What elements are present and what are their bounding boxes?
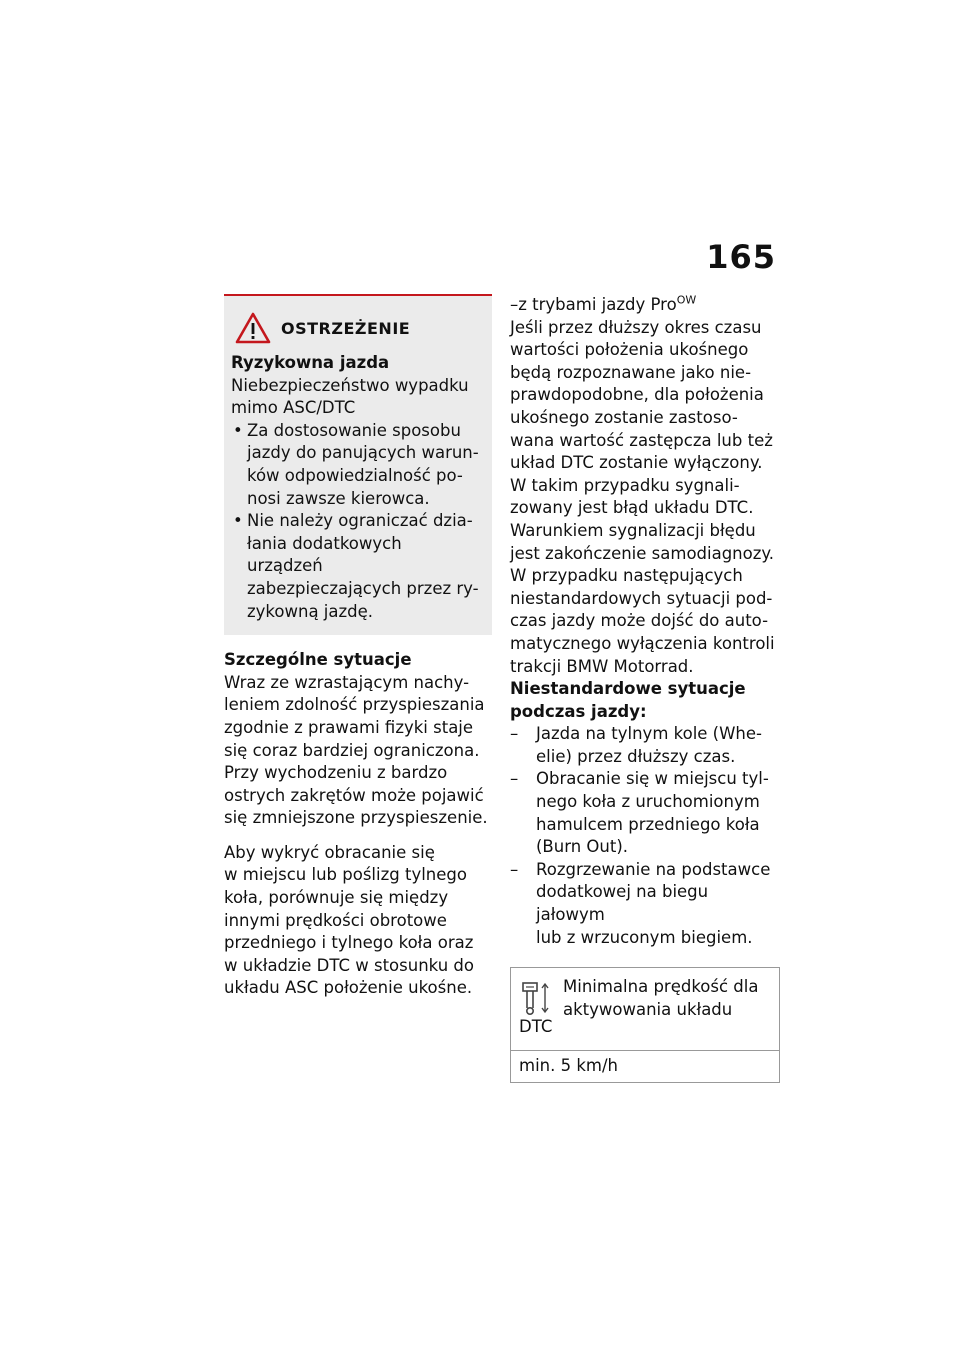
text-line: jest zakończenie samodiagnozy. xyxy=(510,543,775,563)
spec-table xyxy=(510,967,780,1083)
text-line: jazdy do panujących warun- xyxy=(247,443,479,463)
text-line: – Obracanie się w miejscu tyl- xyxy=(536,769,769,789)
section-heading: Szczególne sytuacje xyxy=(224,650,412,670)
text-line: w miejscu lub poślizg tylnego xyxy=(224,865,467,885)
warning-heading: Ryzykowna jazda xyxy=(231,353,390,372)
section-heading xyxy=(510,678,780,723)
text-line: Warunkiem sygnalizacji błędu xyxy=(510,520,756,540)
text-line: wartości położenia ukośnego xyxy=(510,340,749,360)
spec-data-icon xyxy=(521,980,551,1016)
text-line: mimo ASC/DTC xyxy=(231,398,356,418)
text-line: W takim przypadku sygnali- xyxy=(510,475,740,495)
text-line: matycznego wyłączenia kontroli xyxy=(510,633,775,653)
text-line: innymi prędkości obrotowe xyxy=(224,910,447,930)
text-line: ostrych zakrętów może pojawić xyxy=(224,785,484,805)
right-column xyxy=(510,294,780,1083)
text-line: • Za dostosowanie sposobu xyxy=(247,420,461,440)
text-line: Jeśli przez dłuższy okres czasu xyxy=(510,317,762,337)
text-line: • Nie należy ograniczać dzia- xyxy=(247,511,473,531)
dash-list xyxy=(510,723,780,949)
warning-header xyxy=(231,312,482,344)
text-line: ków odpowiedzialność po- xyxy=(247,465,463,485)
text-line: prawdopodobne, dla położenia xyxy=(510,385,764,405)
text-line: W przypadku następujących xyxy=(510,566,743,586)
warning-icon xyxy=(235,312,271,344)
text-line: zgodnie z prawami fizyki staje xyxy=(224,717,474,737)
list-item xyxy=(510,768,780,858)
spec-header xyxy=(511,968,779,1051)
text-line: zabezpieczających przez ry- xyxy=(247,578,479,598)
pro-modes-line xyxy=(510,294,780,317)
warning-box xyxy=(224,294,492,635)
warning-title: OSTRZEŻENIE xyxy=(281,318,411,338)
text-line: w układzie DTC w stosunku do xyxy=(224,955,474,975)
text-line: zowany jest błąd układu DTC. xyxy=(510,498,754,518)
text-line: Minimalna prędkość dla xyxy=(563,977,759,997)
text-line: aktywowania układu xyxy=(563,999,733,1019)
left-column xyxy=(224,294,492,1000)
text-line: czas jazdy może dojść do auto- xyxy=(510,611,769,631)
text-line: dodatkowej na biegu jałowym xyxy=(536,882,709,925)
text-line: łania dodatkowych urządzeń xyxy=(247,533,402,576)
text-line: Niebezpieczeństwo wypadku xyxy=(231,375,469,395)
text-line: zykowną jazdę. xyxy=(247,601,374,621)
text-line: niestandardowych sytuacji pod- xyxy=(510,588,773,608)
text-line: trakcji BMW Motorrad. xyxy=(510,656,694,676)
text-line: się zmniejszone przyspieszenie. xyxy=(224,808,488,828)
text-line: Aby wykryć obracanie się xyxy=(224,842,435,862)
text-line: elie) przez dłuższy czas. xyxy=(536,746,736,766)
list-item xyxy=(510,859,780,949)
text-line: – Jazda na tylnym kole (Whe- xyxy=(536,724,762,744)
text-line: leniem zdolność przyspieszania xyxy=(224,695,485,715)
text-line: się coraz bardziej ograniczona. xyxy=(224,740,480,760)
text-line: nego koła z uruchomionym xyxy=(536,792,760,812)
bullet-item xyxy=(231,510,482,623)
text-line: hamulcem przedniego koła xyxy=(536,814,760,834)
page-number: 165 xyxy=(706,238,776,276)
special-situations xyxy=(224,649,492,1000)
warning-intro xyxy=(231,375,482,420)
text-line: lub z wrzuconym biegiem. xyxy=(536,927,753,947)
text-line: wana wartość zastępcza lub też xyxy=(510,430,773,450)
text-line: Niestandardowe sytuacje xyxy=(510,679,746,699)
spec-title xyxy=(517,976,773,1021)
spec-title-tail: DTC xyxy=(519,1017,553,1037)
text-line: układu ASC położenie ukośne. xyxy=(224,978,473,998)
paragraph xyxy=(510,317,780,679)
text-line: (Burn Out). xyxy=(536,837,629,857)
text-line: – Rozgrzewanie na podstawce xyxy=(536,859,771,879)
warning-bullets xyxy=(231,420,482,623)
text-line: nosi zawsze kierowca. xyxy=(247,488,430,508)
spec-value: min. 5 km/h xyxy=(519,1056,618,1076)
bullet-item xyxy=(231,420,482,510)
superscript: OW xyxy=(676,293,697,307)
text-line: układ DTC zostanie wyłączony. xyxy=(510,453,763,473)
text-line: podczas jazdy: xyxy=(510,701,647,721)
text-line: będą rozpoznawane jako nie- xyxy=(510,362,752,382)
list-item xyxy=(510,723,780,768)
paragraph xyxy=(224,672,492,830)
text-line: –z trybami jazdy Pro xyxy=(510,295,677,314)
text-line: ukośnego zostanie zastoso- xyxy=(510,407,738,427)
text-line: przedniego i tylnego koła oraz xyxy=(224,933,474,953)
text-line: Przy wychodzeniu z bardzo xyxy=(224,763,448,783)
text-line: koła, porównuje się między xyxy=(224,888,449,908)
text-line: Wraz ze wzrastającym nachy- xyxy=(224,672,470,692)
paragraph xyxy=(224,842,492,1000)
